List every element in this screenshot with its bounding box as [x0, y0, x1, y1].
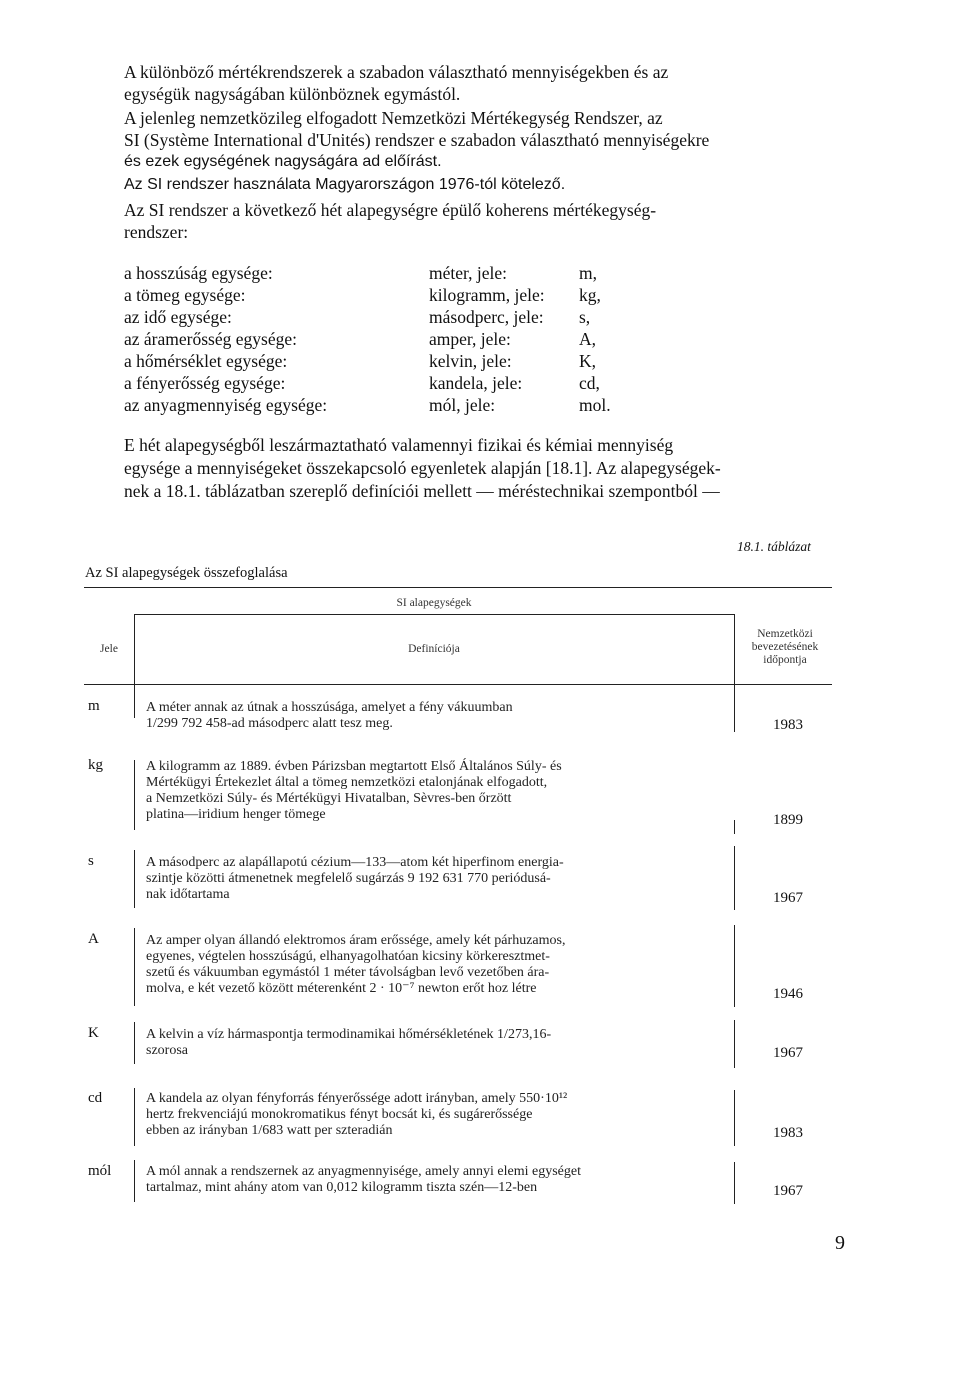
row-definition-m: A méter annak az útnak a hosszúsága, amelyet a fény vákuumban 1/299 792 458-ad másodperc alatt tesz meg.	[146, 700, 513, 731]
after-units-line-1: E hét alapegységből leszármaztatható valamennyi fizikai és kémiai mennyiség	[124, 435, 674, 455]
row-year-a: 1946	[773, 986, 803, 1002]
unit-name: kandela, jele:	[429, 373, 523, 393]
unit-symbol: K,	[579, 351, 597, 371]
row-definition-s: A másodperc az alapállapotú cézium—133—atom két hiperfinom energia- szintje közötti átmenetnek megfelelő sugárzás 9 192 631 770 periódusá- nak időtartama	[146, 855, 564, 902]
intro-line-5: és ezek egységének nagyságára ad előírást.	[124, 153, 442, 170]
row-year-m: 1983	[773, 717, 803, 733]
row-year-mol: 1967	[773, 1183, 803, 1199]
row-symbol-k: K	[88, 1025, 99, 1041]
row-symbol-mol: mól	[88, 1163, 112, 1179]
after-units-line-2: egysége a mennyiségeket összekapcsoló egyenletek alapján [18.1]. Az alapegységek-	[124, 458, 721, 478]
column-divider	[734, 1020, 735, 1068]
column-divider	[734, 846, 735, 910]
header-year: Nemzetközi bevezetésének időpontja	[751, 628, 819, 666]
column-divider	[734, 614, 735, 732]
column-divider	[734, 820, 735, 834]
unit-quantity: a hőmérséklet egysége:	[124, 351, 288, 371]
unit-name: mól, jele:	[429, 395, 496, 415]
unit-name: amper, jele:	[429, 329, 511, 349]
intro-line-4: SI (Système International d'Unités) rendszer e szabadon választható mennyiségekre	[124, 130, 710, 150]
intro-line-1: A különböző mértékrendszerek a szabadon választható mennyiségekben és az	[124, 62, 669, 82]
intro-line-8: rendszer:	[124, 222, 189, 242]
column-divider	[134, 614, 135, 718]
column-divider	[734, 1162, 735, 1204]
row-symbol-kg: kg	[88, 757, 103, 773]
unit-symbol: m,	[579, 263, 597, 283]
header-definition: Definíciója	[408, 643, 460, 655]
column-divider	[134, 1088, 135, 1146]
row-symbol-cd: cd	[88, 1090, 103, 1106]
unit-quantity: a fényerősség egysége:	[124, 373, 286, 393]
row-symbol-s: s	[88, 853, 94, 869]
table-label: 18.1. táblázat	[737, 539, 811, 554]
column-divider	[134, 1160, 135, 1202]
header-bottom-rule	[84, 684, 832, 685]
row-definition-cd: A kandela az olyan fényforrás fényerőssége adott irányban, amely 550·10¹² hertz frekvenciájú monokromatikus fényt bocsát ki, és sugárerőssége ebben az irányban 1/683 watt per szteradián	[146, 1091, 568, 1138]
unit-quantity: az anyagmennyiség egysége:	[124, 395, 328, 415]
table-caption: Az SI alapegységek összefoglalása	[85, 565, 288, 581]
page-number: 9	[835, 1232, 845, 1254]
row-definition-a: Az amper olyan állandó elektromos áram erőssége, amely két párhuzamos, egyenes, végtelen hosszúságú, elhanyagolhatóan kicsiny körkeresztmet- szetű és vákuumban egymástól 1 méter távolságban levő vezetőben ára- molva, e két vezető között méterenként 2 · 10⁻⁷ newton erőt hoz létre	[146, 933, 566, 996]
unit-symbol: A,	[579, 329, 597, 349]
row-definition-kg: A kilogramm az 1889. évben Párizsban megtartott Első Általános Súly- és Mértékügyi Értekezlet által a tömeg nemzetközi etalonjának elfogadott, a Nemzetközi Súly- és Mértékügyi Hivatalban, Sèvres-ben őrzött platina—iridium henger tömege	[146, 759, 562, 822]
intro-line-2: egységük nagyságában különböznek egymástól.	[124, 84, 461, 104]
column-divider	[734, 1090, 735, 1146]
row-symbol-m: m	[88, 698, 100, 714]
after-units-line-3: nek a 18.1. táblázatban szereplő definíciói mellett — méréstechnikai szempontból —	[124, 481, 720, 501]
table-group-header: SI alapegységek	[396, 597, 472, 609]
row-year-cd: 1983	[773, 1125, 803, 1141]
unit-quantity: az idő egysége:	[124, 307, 232, 327]
header-symbol: Jele	[100, 643, 118, 655]
unit-quantity: az áramerősség egysége:	[124, 329, 297, 349]
row-year-kg: 1899	[773, 812, 803, 828]
unit-symbol: mol.	[579, 395, 611, 415]
table-top-rule	[84, 587, 832, 588]
intro-line-3: A jelenleg nemzetközileg elfogadott Nemzetközi Mértékegység Rendszer, az	[124, 108, 663, 128]
column-divider	[134, 1022, 135, 1064]
unit-name: méter, jele:	[429, 263, 508, 283]
column-divider	[134, 850, 135, 908]
unit-symbol: cd,	[579, 373, 600, 393]
column-divider	[734, 925, 735, 1007]
unit-quantity: a hosszúság egysége:	[124, 263, 273, 283]
column-divider	[134, 760, 135, 830]
unit-name: kelvin, jele:	[429, 351, 512, 371]
group-header-rule	[134, 614, 734, 615]
intro-line-6: Az SI rendszer használata Magyarországon 1976-tól kötelező.	[124, 176, 566, 193]
unit-name: kilogramm, jele:	[429, 285, 545, 305]
unit-symbol: s,	[579, 307, 591, 327]
intro-line-7: Az SI rendszer a következő hét alapegységre épülő koherens mértékegység-	[124, 200, 657, 220]
row-year-k: 1967	[773, 1045, 803, 1061]
unit-symbol: kg,	[579, 285, 601, 305]
row-year-s: 1967	[773, 890, 803, 906]
unit-name: másodperc, jele:	[429, 307, 544, 327]
row-symbol-a: A	[88, 931, 99, 947]
row-definition-k: A kelvin a víz hármaspontja termodinamikai hőmérsékletének 1/273,16- szorosa	[146, 1027, 552, 1058]
column-divider	[134, 928, 135, 1006]
row-definition-mol: A mól annak a rendszernek az anyagmennyisége, amely annyi elemi egységet tartalmaz, mint ahány atom van 0,012 kilogramm tiszta szén—12-ben	[146, 1164, 581, 1195]
unit-quantity: a tömeg egysége:	[124, 285, 246, 305]
